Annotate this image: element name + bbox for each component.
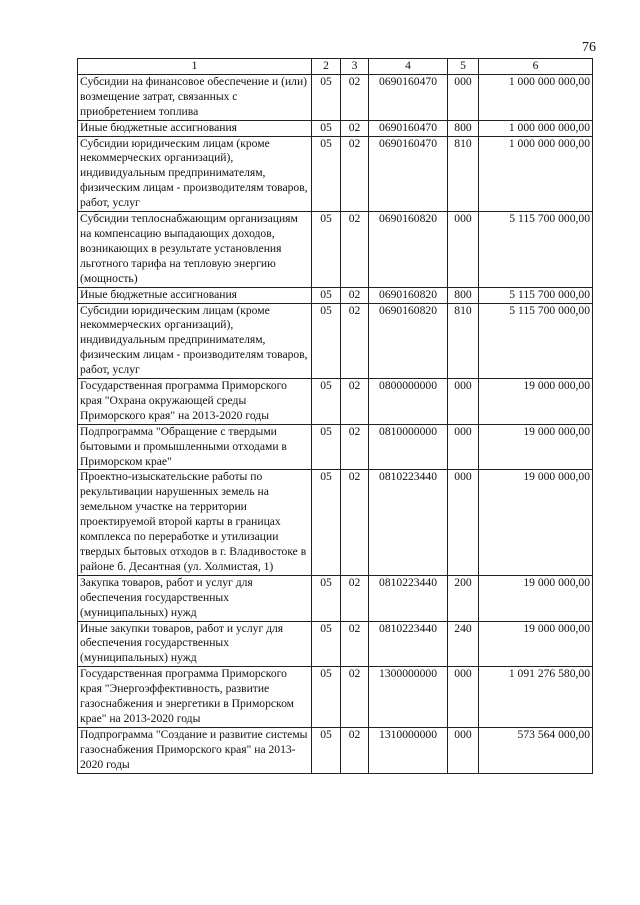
- cell-name: Иные бюджетные ассигнования: [78, 120, 312, 136]
- cell-subsection: 02: [341, 667, 369, 728]
- cell-expense-type: 800: [448, 120, 479, 136]
- cell-expense-type: 200: [448, 575, 479, 621]
- cell-target-article: 0810223440: [369, 621, 448, 667]
- cell-amount: 19 000 000,00: [479, 621, 593, 667]
- cell-subsection: 02: [341, 424, 369, 470]
- cell-target-article: 1300000000: [369, 667, 448, 728]
- column-header: 2: [312, 59, 341, 75]
- cell-name: Подпрограмма "Обращение с твердыми бытовыми и промышленными отходами в Приморском крае": [78, 424, 312, 470]
- cell-expense-type: 810: [448, 136, 479, 212]
- column-header: 1: [78, 59, 312, 75]
- cell-amount: 573 564 000,00: [479, 727, 593, 773]
- table-row: [78, 727, 593, 773]
- column-header: 3: [341, 59, 369, 75]
- cell-subsection: 02: [341, 287, 369, 303]
- cell-expense-type: 000: [448, 667, 479, 728]
- table-row: [78, 212, 593, 288]
- table-row: [78, 74, 593, 120]
- table-row: [78, 136, 593, 212]
- budget-table: [77, 58, 593, 774]
- table-row: [78, 424, 593, 470]
- header-row: [78, 59, 593, 75]
- cell-target-article: 0690160470: [369, 120, 448, 136]
- cell-name: Проектно-изыскательские работы по рекультивации нарушенных земель на земельном участке на территории проектируемой второй карты в границах комплекса по переработке и утилизации твердых бытовых отходов в г. Владивостоке в районе б. Десантная (ул. Холмистая, 1): [78, 470, 312, 575]
- cell-section: 05: [312, 136, 341, 212]
- cell-expense-type: 000: [448, 74, 479, 120]
- cell-name: Подпрограмма "Создание и развитие системы газоснабжения Приморского края" на 2013-2020 годы: [78, 727, 312, 773]
- cell-target-article: 0800000000: [369, 379, 448, 425]
- table-row: [78, 120, 593, 136]
- column-header: 5: [448, 59, 479, 75]
- cell-name: Иные бюджетные ассигнования: [78, 287, 312, 303]
- cell-name: Субсидии на финансовое обеспечение и (или) возмещение затрат, связанных с приобретением топлива: [78, 74, 312, 120]
- cell-subsection: 02: [341, 575, 369, 621]
- cell-amount: 5 115 700 000,00: [479, 303, 593, 379]
- cell-section: 05: [312, 424, 341, 470]
- cell-amount: 19 000 000,00: [479, 379, 593, 425]
- cell-section: 05: [312, 727, 341, 773]
- cell-amount: 1 000 000 000,00: [479, 74, 593, 120]
- cell-target-article: 0810000000: [369, 424, 448, 470]
- table-body: [78, 74, 593, 773]
- cell-target-article: 0690160470: [369, 74, 448, 120]
- cell-subsection: 02: [341, 727, 369, 773]
- cell-section: 05: [312, 470, 341, 575]
- cell-name: Иные закупки товаров, работ и услуг для обеспечения государственных (муниципальных) нужд: [78, 621, 312, 667]
- cell-section: 05: [312, 621, 341, 667]
- cell-section: 05: [312, 120, 341, 136]
- table-row: [78, 287, 593, 303]
- cell-amount: 1 000 000 000,00: [479, 120, 593, 136]
- cell-expense-type: 810: [448, 303, 479, 379]
- cell-section: 05: [312, 379, 341, 425]
- cell-name: Субсидии юридическим лицам (кроме некоммерческих организаций), индивидуальным предпринимателям, физическим лицам - производителям товаров, работ, услуг: [78, 303, 312, 379]
- cell-subsection: 02: [341, 379, 369, 425]
- cell-amount: 1 091 276 580,00: [479, 667, 593, 728]
- cell-name: Государственная программа Приморского края "Охрана окружающей среды Приморского края" на 2013-2020 годы: [78, 379, 312, 425]
- cell-expense-type: 000: [448, 727, 479, 773]
- table-row: [78, 470, 593, 575]
- cell-subsection: 02: [341, 303, 369, 379]
- cell-expense-type: 000: [448, 212, 479, 288]
- cell-section: 05: [312, 667, 341, 728]
- cell-amount: 19 000 000,00: [479, 470, 593, 575]
- cell-subsection: 02: [341, 74, 369, 120]
- cell-subsection: 02: [341, 212, 369, 288]
- table-row: [78, 575, 593, 621]
- cell-section: 05: [312, 303, 341, 379]
- cell-amount: 5 115 700 000,00: [479, 212, 593, 288]
- cell-target-article: 0810223440: [369, 470, 448, 575]
- cell-target-article: 0690160820: [369, 303, 448, 379]
- cell-expense-type: 000: [448, 424, 479, 470]
- cell-section: 05: [312, 575, 341, 621]
- cell-target-article: 1310000000: [369, 727, 448, 773]
- column-header: 4: [369, 59, 448, 75]
- table-row: [78, 379, 593, 425]
- cell-amount: 1 000 000 000,00: [479, 136, 593, 212]
- cell-target-article: 0690160820: [369, 287, 448, 303]
- cell-target-article: 0690160470: [369, 136, 448, 212]
- cell-name: Субсидии теплоснабжающим организациям на компенсацию выпадающих доходов, возникающих в результате установления льготного тарифа на тепловую энергию (мощность): [78, 212, 312, 288]
- cell-name: Субсидии юридическим лицам (кроме некоммерческих организаций), индивидуальным предпринимателям, физическим лицам - производителям товаров, работ, услуг: [78, 136, 312, 212]
- cell-section: 05: [312, 212, 341, 288]
- cell-target-article: 0810223440: [369, 575, 448, 621]
- column-header: 6: [479, 59, 593, 75]
- cell-subsection: 02: [341, 136, 369, 212]
- table-row: [78, 667, 593, 728]
- cell-subsection: 02: [341, 120, 369, 136]
- cell-amount: 5 115 700 000,00: [479, 287, 593, 303]
- cell-subsection: 02: [341, 470, 369, 575]
- table-row: [78, 303, 593, 379]
- cell-name: Государственная программа Приморского края "Энергоэффективность, развитие газоснабжения и энергетики в Приморском крае" на 2013-2020 годы: [78, 667, 312, 728]
- cell-section: 05: [312, 287, 341, 303]
- cell-subsection: 02: [341, 621, 369, 667]
- cell-target-article: 0690160820: [369, 212, 448, 288]
- cell-expense-type: 000: [448, 379, 479, 425]
- cell-expense-type: 240: [448, 621, 479, 667]
- cell-amount: 19 000 000,00: [479, 424, 593, 470]
- cell-expense-type: 800: [448, 287, 479, 303]
- page-number: 76: [582, 40, 596, 55]
- cell-expense-type: 000: [448, 470, 479, 575]
- cell-name: Закупка товаров, работ и услуг для обеспечения государственных (муниципальных) нужд: [78, 575, 312, 621]
- cell-amount: 19 000 000,00: [479, 575, 593, 621]
- table-row: [78, 621, 593, 667]
- cell-section: 05: [312, 74, 341, 120]
